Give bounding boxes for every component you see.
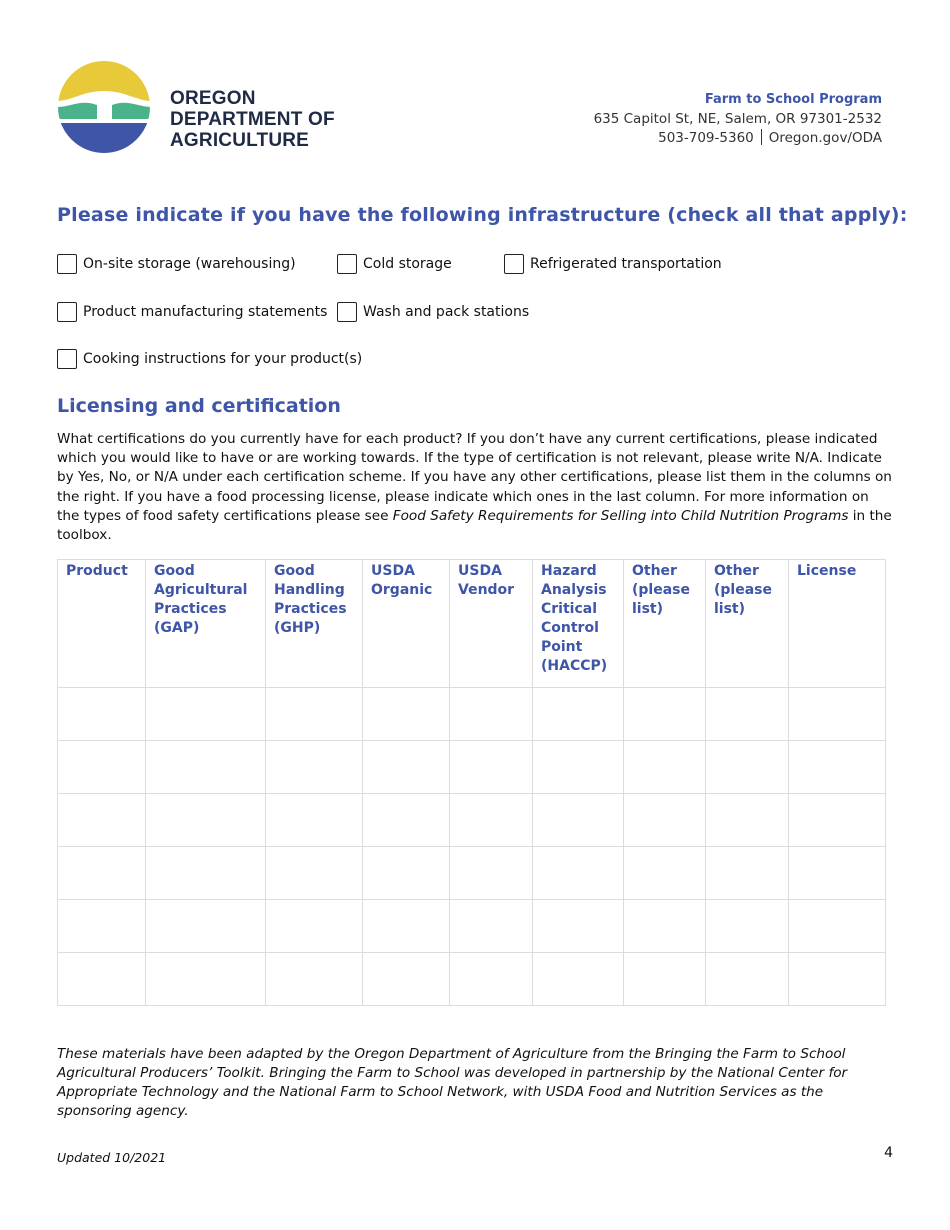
table-cell[interactable] <box>624 688 706 741</box>
checkbox-box[interactable] <box>337 254 357 274</box>
table-cell[interactable] <box>624 847 706 900</box>
table-cell[interactable] <box>624 953 706 1006</box>
logo-line-3: AGRICULTURE <box>170 130 310 151</box>
table-cell[interactable] <box>450 847 533 900</box>
table-cell[interactable] <box>266 900 363 953</box>
page-number: 4 <box>884 1145 893 1161</box>
checkbox-refrigerated-transportation[interactable] <box>504 254 722 274</box>
instructions-text: What certifications do you currently have for each product? If you don’t have any current certifications, please indicated which you would like to have or are working towards. If the type of certification is not relevant, please write N/A. Indicate by Yes, No, or N/A under each certification scheme. If you have any other certifications, please list them in the columns on the right. If you have a food processing license, please indicate which ones in the last column. For more information on the types of food safety certifications please see <box>57 431 892 524</box>
attribution-note: These materials have been adapted by the Oregon Department of Agriculture from the Bringing the Farm to School Agricultural Producers’ Toolkit. Bringing the Farm to School was developed in partnership by the National Center for Appropriate Technology and the National Farm to School Network, with USDA Food and Nutrition Services as the sponsoring agency. <box>57 1046 848 1119</box>
checkbox-box[interactable] <box>504 254 524 274</box>
table-cell[interactable] <box>266 953 363 1006</box>
table-cell[interactable] <box>533 688 624 741</box>
table-cell[interactable] <box>266 794 363 847</box>
checkbox-product-manufacturing[interactable] <box>57 302 327 322</box>
licensing-heading: Licensing and certification <box>57 395 341 417</box>
licensing-instructions <box>57 430 895 545</box>
checkbox-label: Wash and pack stations <box>363 304 530 320</box>
table-body <box>58 688 886 1006</box>
table-row <box>58 847 886 900</box>
table-row <box>58 688 886 741</box>
logo-line-1: OREGON <box>170 88 256 109</box>
table-cell[interactable] <box>146 741 266 794</box>
checkbox-label: Refrigerated transportation <box>530 256 722 272</box>
table-cell[interactable] <box>266 688 363 741</box>
table-cell[interactable] <box>58 847 146 900</box>
table-cell[interactable] <box>146 953 266 1006</box>
table-cell[interactable] <box>146 900 266 953</box>
updated-date: Updated 10/2021 <box>57 1150 167 1165</box>
table-cell[interactable] <box>146 847 266 900</box>
col-usda-organic: USDA Organic <box>363 560 450 688</box>
table-cell[interactable] <box>363 900 450 953</box>
table-cell[interactable] <box>58 794 146 847</box>
table-cell[interactable] <box>789 953 886 1006</box>
phone-web-line <box>594 129 882 149</box>
table-cell[interactable] <box>706 900 789 953</box>
checkbox-label: On-site storage (warehousing) <box>83 256 296 272</box>
table-cell[interactable] <box>146 794 266 847</box>
table-cell[interactable] <box>450 794 533 847</box>
website-link[interactable]: Oregon.gov/ODA <box>768 130 882 146</box>
checkbox-cold-storage[interactable] <box>337 254 452 274</box>
table-cell[interactable] <box>533 900 624 953</box>
logo-line-2: DEPARTMENT OF <box>170 109 335 130</box>
col-other-1: Other (please list) <box>624 560 706 688</box>
table-cell[interactable] <box>789 741 886 794</box>
table-cell[interactable] <box>789 900 886 953</box>
table-header-row <box>58 560 886 688</box>
table-cell[interactable] <box>58 688 146 741</box>
table-row <box>58 794 886 847</box>
table-cell[interactable] <box>363 741 450 794</box>
logo-wordmark <box>170 88 335 151</box>
table-cell[interactable] <box>706 688 789 741</box>
table-cell[interactable] <box>533 794 624 847</box>
table-cell[interactable] <box>789 794 886 847</box>
checkbox-box[interactable] <box>337 302 357 322</box>
table-row <box>58 900 886 953</box>
table-cell[interactable] <box>146 688 266 741</box>
table-cell[interactable] <box>266 741 363 794</box>
table-cell[interactable] <box>58 741 146 794</box>
table-row <box>58 741 886 794</box>
checkbox-label: Cooking instructions for your product(s) <box>83 351 363 367</box>
checkbox-label: Cold storage <box>363 256 452 272</box>
table-cell[interactable] <box>363 847 450 900</box>
checkbox-box[interactable] <box>57 302 77 322</box>
checkbox-wash-pack[interactable] <box>337 302 529 322</box>
table-cell[interactable] <box>450 900 533 953</box>
instructions-end: in the toolbox. <box>57 507 892 544</box>
divider <box>761 129 762 145</box>
phone: 503-709-5360 <box>658 130 754 146</box>
table-cell[interactable] <box>533 953 624 1006</box>
col-usda-vendor: USDA Vendor <box>450 560 533 688</box>
table-row <box>58 953 886 1006</box>
table-cell[interactable] <box>624 794 706 847</box>
table-cell[interactable] <box>363 953 450 1006</box>
checkbox-box[interactable] <box>57 349 77 369</box>
table-cell[interactable] <box>706 794 789 847</box>
infrastructure-heading: Please indicate if you have the following infrastructure (check all that apply): <box>57 204 908 226</box>
table-cell[interactable] <box>363 794 450 847</box>
checkbox-box[interactable] <box>57 254 77 274</box>
table-cell[interactable] <box>624 741 706 794</box>
col-ghp: Good Handling Practices (GHP) <box>266 560 363 688</box>
col-haccp: Hazard Analysis Critical Control Point (HACCP) <box>533 560 624 688</box>
table-cell[interactable] <box>450 741 533 794</box>
table-cell[interactable] <box>363 688 450 741</box>
table-cell[interactable] <box>266 847 363 900</box>
address: 635 Capitol St, NE, Salem, OR 97301-2532 <box>593 110 882 127</box>
certification-table <box>57 559 886 1006</box>
checkbox-cooking-instructions[interactable] <box>57 349 362 369</box>
col-product: Product <box>58 560 146 688</box>
resource-title: Food Safety Requirements for Selling into Child Nutrition Programs <box>392 507 849 524</box>
oda-logo <box>57 58 347 153</box>
table-cell[interactable] <box>58 900 146 953</box>
table-cell[interactable] <box>450 688 533 741</box>
table-cell[interactable] <box>789 688 886 741</box>
oda-logo-icon <box>57 61 152 153</box>
col-gap: Good Agricultural Practices (GAP) <box>146 560 266 688</box>
col-license: License <box>789 560 886 688</box>
table-cell[interactable] <box>706 953 789 1006</box>
table-cell[interactable] <box>624 900 706 953</box>
table-cell[interactable] <box>450 953 533 1006</box>
checkbox-label: Product manufacturing statements <box>83 304 328 320</box>
table-cell[interactable] <box>58 953 146 1006</box>
program-name: Farm to School Program <box>704 92 882 107</box>
checkbox-onsite-storage[interactable] <box>57 254 296 274</box>
table-cell[interactable] <box>706 847 789 900</box>
col-other-2: Other (please list) <box>706 560 789 688</box>
table-cell[interactable] <box>533 741 624 794</box>
contact-block <box>594 90 882 149</box>
table-cell[interactable] <box>706 741 789 794</box>
table-cell[interactable] <box>789 847 886 900</box>
table-cell[interactable] <box>533 847 624 900</box>
